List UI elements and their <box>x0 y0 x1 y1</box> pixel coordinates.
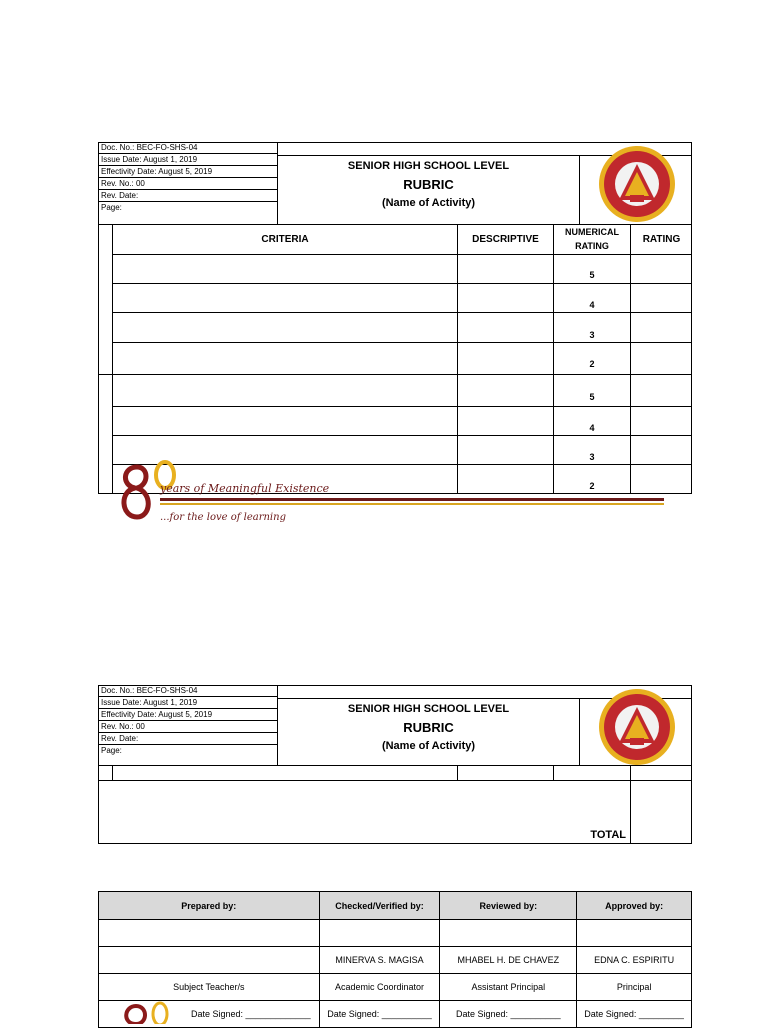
rating-value: 5 <box>589 270 595 280</box>
rating-value: 4 <box>589 300 595 310</box>
eighty-years-logo-icon <box>118 998 178 1024</box>
years-slogan: years of Meaningful Existence <box>160 482 330 495</box>
signatory-name: MHABEL H. DE CHAVEZ <box>440 947 577 974</box>
rev-date: Rev. Date: <box>98 733 278 745</box>
page-no: Page: <box>101 203 122 212</box>
effectivity-date: Effectivity Date: August 5, 2019 <box>98 166 278 178</box>
signature-header-row <box>99 892 692 920</box>
rev-no: Rev. No.: 00 <box>98 721 278 733</box>
date-signed-row <box>99 1001 692 1028</box>
date-signed[interactable]: Date Signed: _________ <box>577 1001 692 1028</box>
date-signed[interactable]: Date Signed: __________ <box>440 1001 577 1028</box>
signatory-name: MINERVA S. MAGISA <box>319 947 440 974</box>
activity-name: (Name of Activity) <box>381 740 476 752</box>
form2-doc-control <box>98 685 278 756</box>
signatory-role: Subject Teacher/s <box>99 974 320 1001</box>
footer-rule-gold <box>160 503 664 505</box>
issue-date: Issue Date: August 1, 2019 <box>98 697 278 709</box>
rubric-title: RUBRIC <box>403 177 454 192</box>
col-descriptive: DESCRIPTIVE <box>472 233 539 245</box>
rating-value: 2 <box>589 359 595 369</box>
signatory-role: Principal <box>577 974 692 1001</box>
page-no: Page: <box>101 746 122 755</box>
rev-no: Rev. No.: 00 <box>98 178 278 190</box>
signature-cell[interactable] <box>577 920 692 947</box>
rating-value: 2 <box>589 481 595 491</box>
form1-doc-control <box>98 142 278 213</box>
col-rating: RATING <box>642 233 681 245</box>
signature-cell[interactable] <box>99 920 320 947</box>
rating-value: 5 <box>589 392 595 402</box>
rubric-title: RUBRIC <box>403 720 454 735</box>
rating-value: 3 <box>589 452 595 462</box>
tagline: ...for the love of learning <box>160 512 286 523</box>
signatory-role: Assistant Principal <box>440 974 577 1001</box>
signatory-role: Academic Coordinator <box>319 974 440 1001</box>
footer-rule-dark <box>160 498 664 501</box>
school-level-title: SENIOR HIGH SCHOOL LEVEL <box>347 160 510 172</box>
signatory-role-row <box>99 974 692 1001</box>
signature-cell[interactable] <box>319 920 440 947</box>
college-seal-icon <box>594 688 680 766</box>
signature-cell[interactable] <box>440 920 577 947</box>
doc-no: Doc. No.: BEC-FO-SHS-04 <box>98 142 278 154</box>
school-level-title: SENIOR HIGH SCHOOL LEVEL <box>347 703 510 715</box>
col-criteria: CRITERIA <box>261 233 309 245</box>
signatory-name <box>99 947 320 974</box>
reviewed-by-header: Reviewed by: <box>440 892 577 920</box>
date-signed[interactable]: Date Signed: _____________ <box>99 1001 320 1028</box>
activity-name: (Name of Activity) <box>381 197 476 209</box>
total-label: TOTAL <box>590 829 626 841</box>
college-seal-icon <box>594 145 680 223</box>
prepared-by-header: Prepared by: <box>99 892 320 920</box>
approved-by-header: Approved by: <box>577 892 692 920</box>
signature-table <box>98 891 692 1028</box>
doc-no: Doc. No.: BEC-FO-SHS-04 <box>98 685 278 697</box>
issue-date: Issue Date: August 1, 2019 <box>98 154 278 166</box>
effectivity-date: Effectivity Date: August 5, 2019 <box>98 709 278 721</box>
signature-blank-row <box>99 920 692 947</box>
rev-date: Rev. Date: <box>98 190 278 202</box>
col-numerical-rating: NUMERICAL RATING <box>565 227 619 251</box>
date-signed[interactable]: Date Signed: __________ <box>319 1001 440 1028</box>
rating-value: 4 <box>589 423 595 433</box>
rating-value: 3 <box>589 330 595 340</box>
checked-by-header: Checked/Verified by: <box>319 892 440 920</box>
signatory-name: EDNA C. ESPIRITU <box>577 947 692 974</box>
signatory-name-row <box>99 947 692 974</box>
